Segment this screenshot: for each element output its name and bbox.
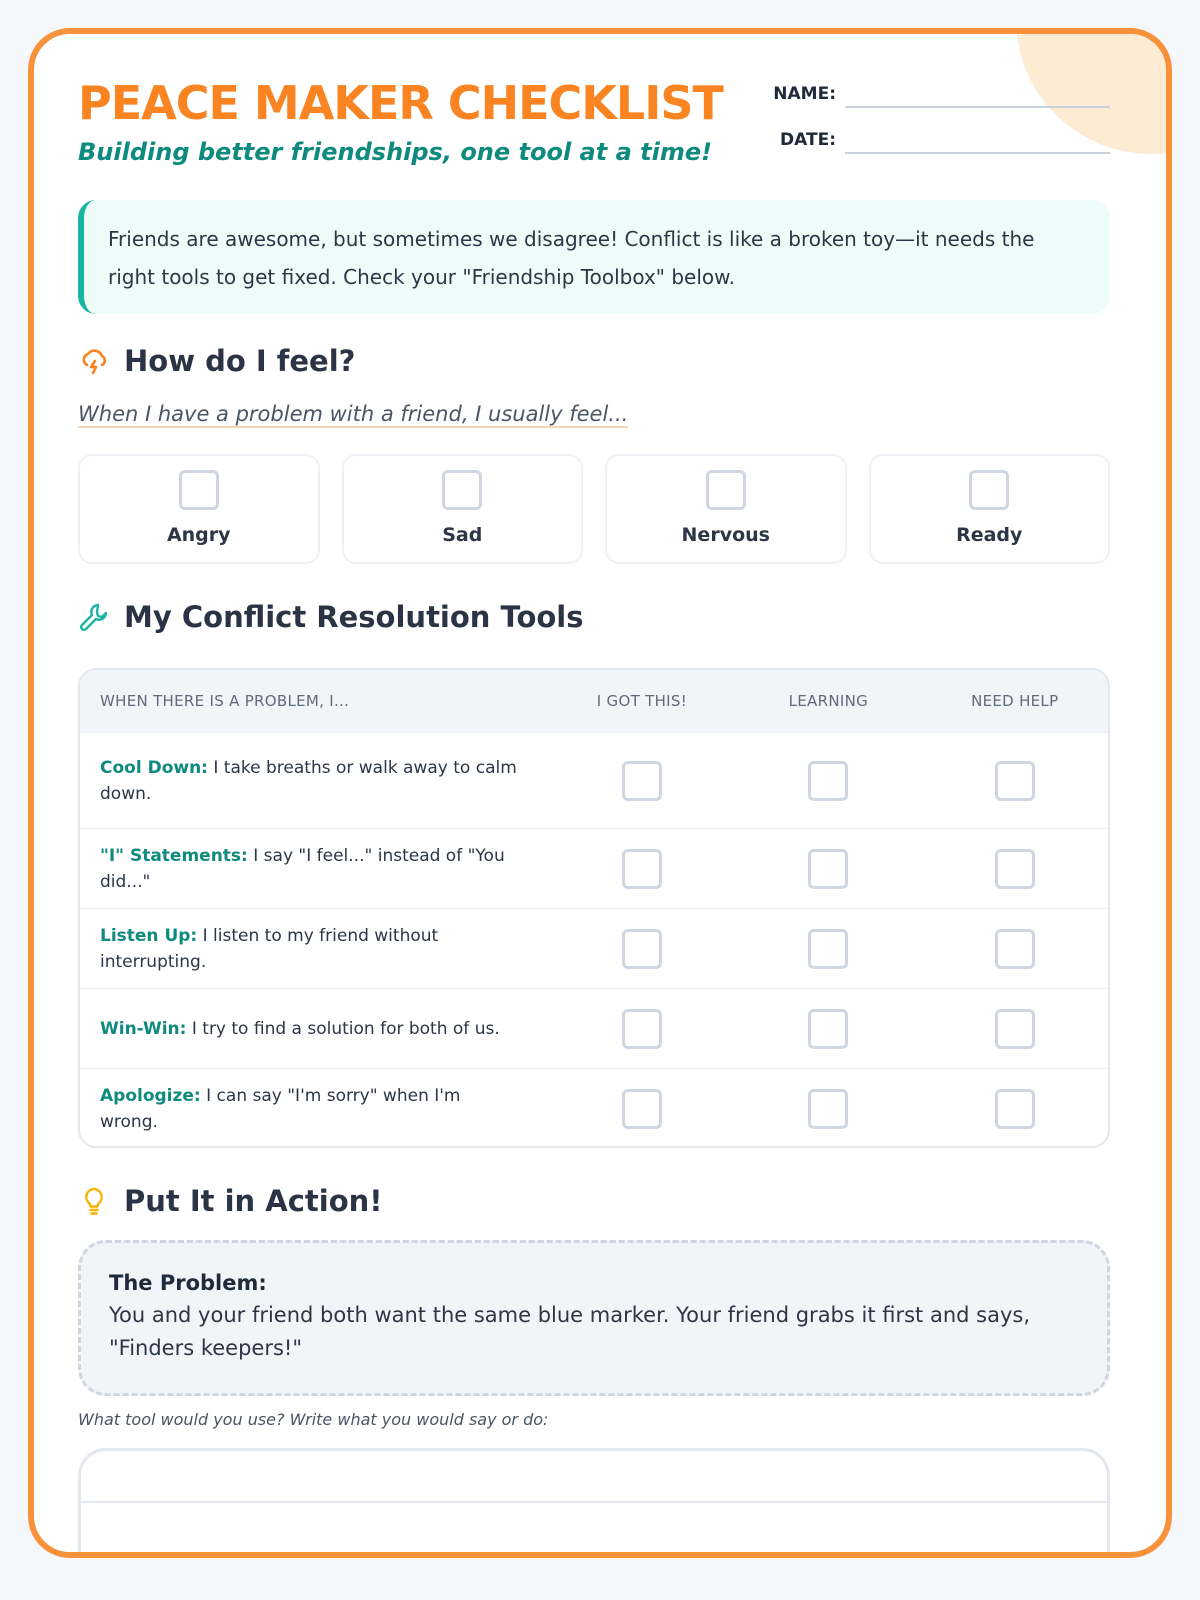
problem-label: The Problem:: [109, 1271, 267, 1295]
name-label: NAME:: [773, 84, 836, 104]
problem-text: You and your friend both want the same blue marker. Your friend grabs it first and says, "Finders keepers!": [109, 1303, 1030, 1360]
tool-description: [80, 843, 549, 895]
column-header-learning: LEARNING: [788, 692, 869, 710]
table-row: [80, 908, 1108, 988]
page-subtitle: Building better friendships, one tool at a time!: [78, 138, 713, 166]
feeling-option-ready[interactable]: [869, 454, 1111, 564]
checkbox-need-help[interactable]: [995, 929, 1035, 969]
tool-text: I listen to my friend without interrupting.: [100, 925, 439, 972]
intro-callout: [78, 200, 1110, 314]
name-field[interactable]: [845, 106, 1110, 108]
worksheet: [28, 28, 1172, 1558]
column-header-task: WHEN THERE IS A PROBLEM, I...: [100, 692, 350, 710]
table-row: [80, 1068, 1108, 1148]
table-row: [80, 988, 1108, 1068]
intro-text: Friends are awesome, but sometimes we disagree! Conflict is like a broken toy—it needs the right tools to get fixed. Check your "Friendship Toolbox" below.: [108, 227, 1035, 289]
checkbox-got-this[interactable]: [622, 849, 662, 889]
tools-table: [78, 668, 1110, 1148]
checkbox-need-help[interactable]: [995, 1089, 1035, 1129]
date-label: DATE:: [780, 130, 836, 150]
feeling-label: Angry: [166, 524, 231, 546]
tool-name: Win-Win:: [100, 1018, 187, 1039]
table-row: [80, 732, 1108, 828]
tool-name: Apologize:: [100, 1085, 201, 1106]
checkbox-learning[interactable]: [808, 849, 848, 889]
tool-name: Listen Up:: [100, 925, 198, 946]
checkbox-learning[interactable]: [808, 1089, 848, 1129]
feeling-option-angry[interactable]: [78, 454, 320, 564]
writing-line: [81, 1501, 1107, 1503]
answer-writing-area[interactable]: [78, 1448, 1110, 1558]
column-header-got-this: I GOT THIS!: [596, 692, 688, 710]
checkbox[interactable]: [442, 470, 482, 510]
checkbox[interactable]: [179, 470, 219, 510]
tool-text: I say "I feel..." instead of "You did...": [100, 845, 505, 892]
feeling-option-sad[interactable]: [342, 454, 584, 564]
checkbox-got-this[interactable]: [622, 929, 662, 969]
feeling-label: Ready: [956, 524, 1023, 546]
feelings-heading-text: How do I feel?: [124, 344, 356, 378]
feeling-option-nervous[interactable]: [605, 454, 847, 564]
tool-description: [80, 1016, 549, 1042]
tool-description: [80, 1083, 549, 1135]
problem-card: [78, 1240, 1110, 1396]
feelings-heading: [78, 344, 355, 378]
checkbox-learning[interactable]: [808, 761, 848, 801]
checkbox[interactable]: [706, 470, 746, 510]
checkbox[interactable]: [969, 470, 1009, 510]
checkbox-need-help[interactable]: [995, 849, 1035, 889]
column-header-need-help: NEED HELP: [971, 692, 1059, 710]
action-heading-text: Put It in Action!: [124, 1184, 383, 1218]
checkbox-need-help[interactable]: [995, 1009, 1035, 1049]
feelings-options: [78, 454, 1110, 564]
corner-decoration: [1016, 28, 1172, 154]
tool-description: [80, 755, 549, 807]
tool-name: "I" Statements:: [100, 845, 248, 866]
checkbox-got-this[interactable]: [622, 1089, 662, 1129]
date-field[interactable]: [845, 152, 1110, 154]
storm-cloud-icon: [78, 345, 110, 377]
checkbox-need-help[interactable]: [995, 761, 1035, 801]
table-row: [80, 828, 1108, 908]
table-header: [80, 670, 1108, 732]
page-title: PEACE MAKER CHECKLIST: [78, 76, 723, 130]
wrench-icon: [78, 601, 110, 633]
feeling-label: Sad: [442, 524, 483, 546]
checkbox-got-this[interactable]: [622, 1009, 662, 1049]
tool-description: [80, 923, 549, 975]
checkbox-got-this[interactable]: [622, 761, 662, 801]
lightbulb-icon: [78, 1185, 110, 1217]
checkbox-learning[interactable]: [808, 1009, 848, 1049]
answer-prompt: What tool would you use? Write what you would say or do:: [78, 1410, 549, 1429]
feeling-label: Nervous: [681, 524, 770, 546]
checkbox-learning[interactable]: [808, 929, 848, 969]
tools-heading-text: My Conflict Resolution Tools: [124, 600, 584, 634]
tool-name: Cool Down:: [100, 757, 208, 778]
feelings-prompt: When I have a problem with a friend, I usually feel...: [78, 402, 629, 426]
tool-text: I take breaths or walk away to calm down.: [100, 757, 517, 804]
tool-text: I try to find a solution for both of us.: [186, 1018, 500, 1039]
tools-heading: [78, 600, 584, 634]
tool-text: I can say "I'm sorry" when I'm wrong.: [100, 1085, 461, 1132]
action-heading: [78, 1184, 383, 1218]
